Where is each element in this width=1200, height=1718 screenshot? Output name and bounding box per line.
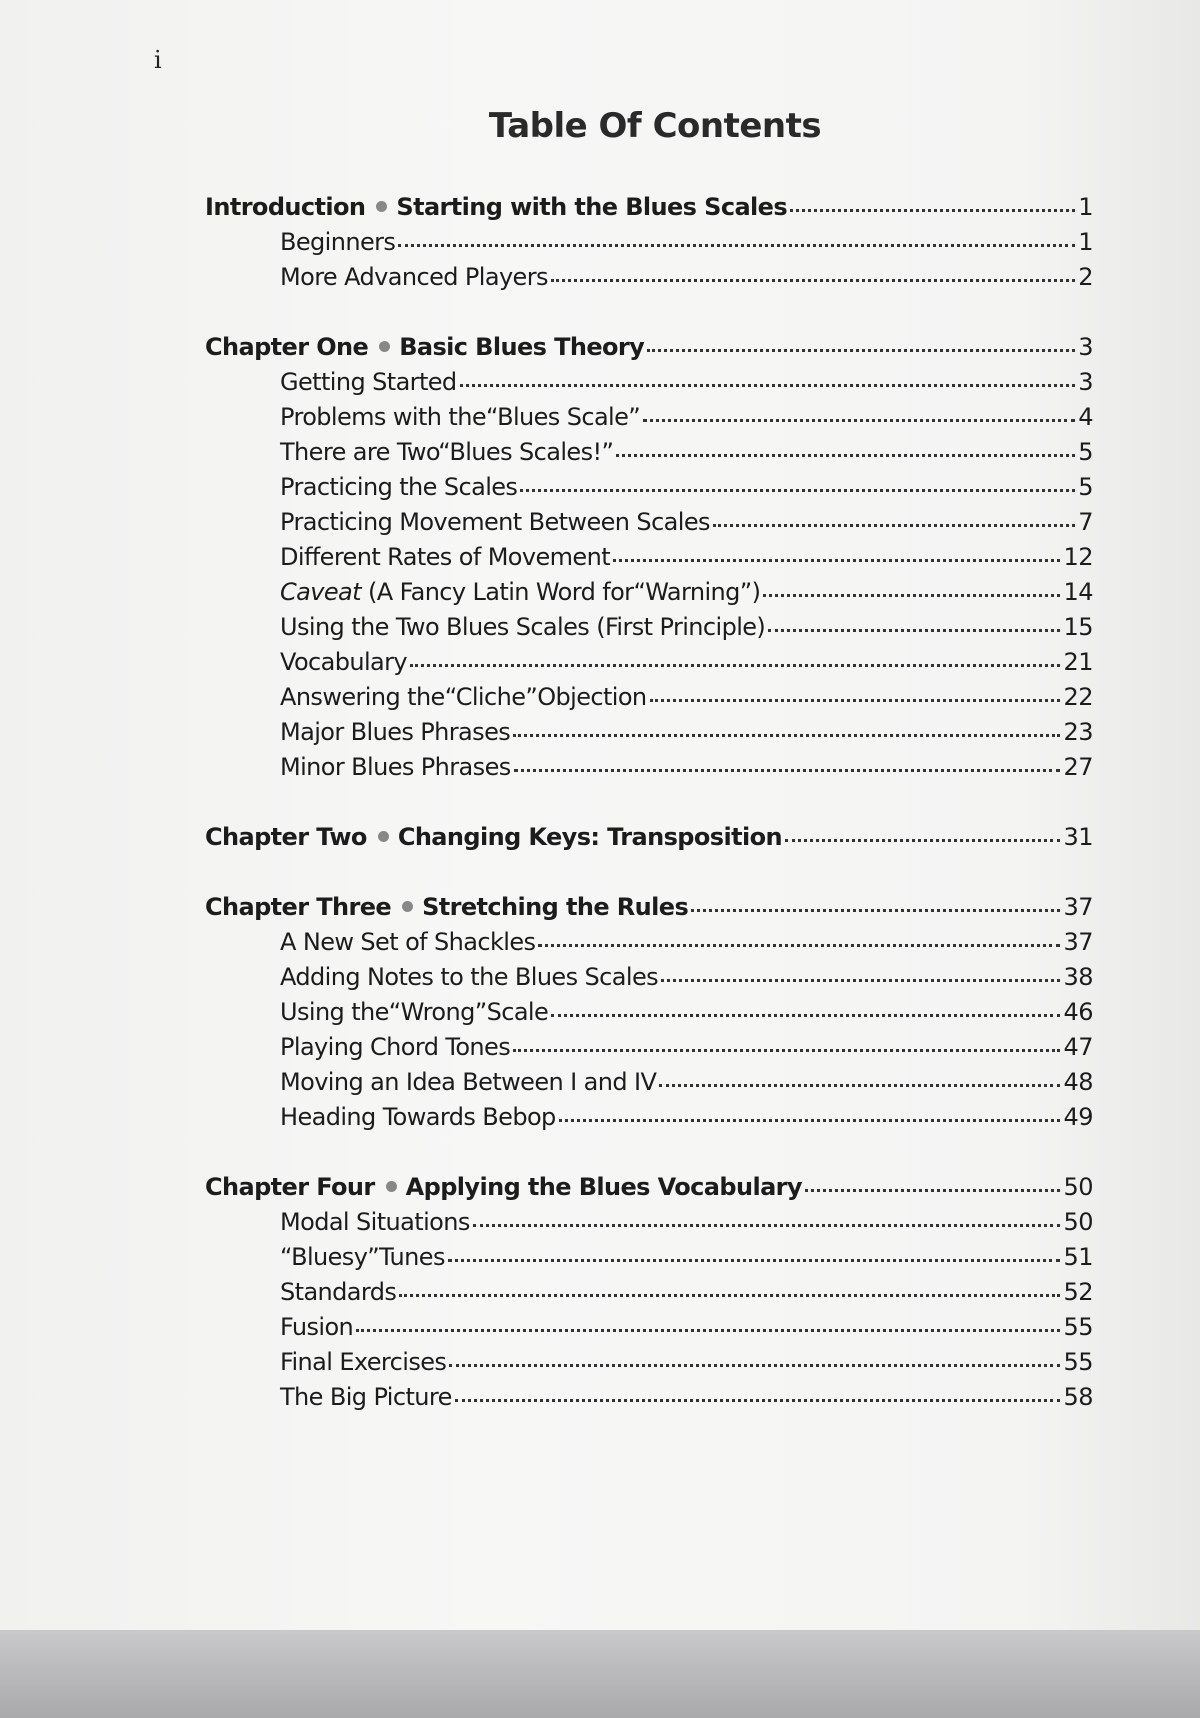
page-ref: 49 bbox=[1063, 1103, 1093, 1131]
dot-leader bbox=[460, 384, 1076, 387]
dot-leader bbox=[448, 1259, 1061, 1262]
page-ref: 50 bbox=[1063, 1173, 1093, 1201]
chapter-subtitle: Starting with the Blues Scales bbox=[396, 193, 788, 221]
dot-leader bbox=[643, 419, 1075, 422]
section-title bbox=[280, 505, 710, 540]
toc-chapter-entry bbox=[205, 820, 1093, 855]
page-ref: 2 bbox=[1078, 263, 1093, 291]
section-title bbox=[280, 365, 457, 400]
dot-leader bbox=[398, 244, 1075, 247]
dot-leader bbox=[455, 1399, 1061, 1402]
section-label: Using the Two Blues Scales (First Principle) bbox=[280, 613, 766, 641]
section-title bbox=[280, 540, 610, 575]
dot-leader bbox=[410, 664, 1060, 667]
dot-leader bbox=[513, 1049, 1060, 1052]
section-title bbox=[280, 645, 407, 680]
toc-section-entry bbox=[205, 1100, 1093, 1135]
dot-leader bbox=[785, 839, 1061, 842]
section-label: Playing Chord Tones bbox=[280, 1033, 511, 1061]
dot-leader bbox=[551, 279, 1075, 282]
section-title bbox=[280, 995, 548, 1030]
section-title bbox=[280, 715, 510, 750]
page-ref: 31 bbox=[1063, 823, 1093, 851]
toc-section-entry bbox=[205, 365, 1093, 400]
section-label: Beginners bbox=[280, 228, 396, 256]
section-title bbox=[280, 1100, 556, 1135]
page-ref: 22 bbox=[1063, 683, 1093, 711]
section-label: Moving an Idea Between I and IV bbox=[280, 1068, 657, 1096]
chapter-label: Chapter Two bbox=[205, 823, 367, 851]
dot-leader bbox=[514, 769, 1061, 772]
section-label: Problems with the“Blues Scale” bbox=[280, 403, 641, 431]
page-ref: 1 bbox=[1078, 228, 1093, 256]
section-label: Practicing the Scales bbox=[280, 473, 518, 501]
page-ref: 23 bbox=[1063, 718, 1093, 746]
section-title-italic: Caveat bbox=[280, 578, 361, 606]
dot-leader bbox=[650, 699, 1061, 702]
page-ref: 48 bbox=[1063, 1068, 1093, 1096]
bullet-icon bbox=[386, 1181, 397, 1192]
dot-leader bbox=[538, 944, 1060, 947]
page-ref: 12 bbox=[1063, 543, 1093, 571]
dot-leader bbox=[805, 1189, 1060, 1192]
chapter-label: Introduction bbox=[205, 193, 366, 221]
page-ref: 38 bbox=[1063, 963, 1093, 991]
page-ref: 27 bbox=[1063, 753, 1093, 781]
toc-section-entry bbox=[205, 225, 1093, 260]
section-title bbox=[280, 1205, 470, 1240]
section-label: Major Blues Phrases bbox=[280, 718, 511, 746]
chapter-label: Chapter Four bbox=[205, 1173, 375, 1201]
toc-section-entry bbox=[205, 960, 1093, 995]
toc-chapter-entry bbox=[205, 1170, 1093, 1205]
page-ref: 1 bbox=[1078, 193, 1093, 221]
chapter-subtitle: Changing Keys: Transposition bbox=[397, 823, 782, 851]
chapter-subtitle: Stretching the Rules bbox=[422, 893, 689, 921]
toc-chapter-entry bbox=[205, 890, 1093, 925]
page-number: i bbox=[154, 46, 162, 74]
page-ref: 15 bbox=[1063, 613, 1093, 641]
page-ref: 55 bbox=[1063, 1348, 1093, 1376]
section-title bbox=[280, 470, 517, 505]
toc-section-entry bbox=[205, 1240, 1093, 1275]
toc-section-entry bbox=[205, 1275, 1093, 1310]
dot-leader bbox=[647, 349, 1075, 352]
section-label: Getting Started bbox=[280, 368, 457, 396]
page-ref: 46 bbox=[1063, 998, 1093, 1026]
scanner-shadow bbox=[0, 1630, 1200, 1718]
page-ref: 21 bbox=[1063, 648, 1093, 676]
chapter-title bbox=[205, 190, 787, 225]
toc-section-entry bbox=[205, 925, 1093, 960]
toc-section-entry bbox=[205, 470, 1093, 505]
toc-section-entry bbox=[205, 715, 1093, 750]
toc-section-entry bbox=[205, 540, 1093, 575]
section-title bbox=[280, 1275, 396, 1310]
toc-section-entry bbox=[205, 505, 1093, 540]
toc-section-entry bbox=[205, 1310, 1093, 1345]
toc-section-entry bbox=[205, 1380, 1093, 1415]
section-label: Different Rates of Movement bbox=[280, 543, 611, 571]
toc-section-entry bbox=[205, 680, 1093, 715]
dot-leader bbox=[513, 734, 1060, 737]
section-title bbox=[280, 1310, 353, 1345]
section-label: Practicing Movement Between Scales bbox=[280, 508, 710, 536]
section-label: Adding Notes to the Blues Scales bbox=[280, 963, 659, 991]
section-label: Standards bbox=[280, 1278, 397, 1306]
page-ref: 37 bbox=[1063, 893, 1093, 921]
chapter-title bbox=[205, 330, 644, 365]
dot-leader bbox=[551, 1014, 1060, 1017]
page-ref: 5 bbox=[1078, 438, 1093, 466]
section-label: A New Set of Shackles bbox=[280, 928, 536, 956]
toc-section-entry bbox=[205, 260, 1093, 295]
section-label: (A Fancy Latin Word for“Warning”) bbox=[360, 578, 761, 606]
bullet-icon bbox=[379, 341, 390, 352]
section-title bbox=[280, 610, 765, 645]
page-ref: 14 bbox=[1063, 578, 1093, 606]
section-label: Minor Blues Phrases bbox=[280, 753, 511, 781]
page-ref: 50 bbox=[1063, 1208, 1093, 1236]
chapter-subtitle: Applying the Blues Vocabulary bbox=[405, 1173, 802, 1201]
dot-leader bbox=[763, 594, 1060, 597]
section-title bbox=[280, 1030, 510, 1065]
bullet-icon bbox=[378, 831, 389, 842]
section-label: Vocabulary bbox=[280, 648, 408, 676]
section-title bbox=[280, 960, 658, 995]
page-ref: 4 bbox=[1078, 403, 1093, 431]
page-ref: 52 bbox=[1063, 1278, 1093, 1306]
toc-section-entry bbox=[205, 575, 1093, 610]
section-label: The Big Picture bbox=[280, 1383, 452, 1411]
section-title bbox=[280, 260, 548, 295]
dot-leader bbox=[661, 979, 1060, 982]
toc-chapter-entry bbox=[205, 330, 1093, 365]
page-ref: 5 bbox=[1078, 473, 1093, 501]
toc-section-entry bbox=[205, 1065, 1093, 1100]
chapter-subtitle: Basic Blues Theory bbox=[399, 333, 645, 361]
chapter-title bbox=[205, 820, 782, 855]
section-label: Heading Towards Bebop bbox=[280, 1103, 556, 1131]
section-label: “Bluesy”Tunes bbox=[280, 1243, 445, 1271]
page-ref: 58 bbox=[1063, 1383, 1093, 1411]
page-ref: 3 bbox=[1078, 333, 1093, 361]
section-label: Answering the“Cliche”Objection bbox=[280, 683, 647, 711]
section-title bbox=[280, 750, 511, 785]
dot-leader bbox=[356, 1329, 1060, 1332]
page-ref: 55 bbox=[1063, 1313, 1093, 1341]
toc-section-entry bbox=[205, 1030, 1093, 1065]
bullet-icon bbox=[376, 201, 387, 212]
section-label: Fusion bbox=[280, 1313, 354, 1341]
section-title bbox=[280, 1380, 452, 1415]
dot-leader bbox=[691, 909, 1060, 912]
dot-leader bbox=[559, 1119, 1061, 1122]
dot-leader bbox=[790, 209, 1075, 212]
dot-leader bbox=[768, 629, 1060, 632]
chapter-title bbox=[205, 1170, 802, 1205]
dot-leader bbox=[449, 1364, 1060, 1367]
section-label: Final Exercises bbox=[280, 1348, 447, 1376]
section-title bbox=[280, 400, 640, 435]
page-ref: 37 bbox=[1063, 928, 1093, 956]
dot-leader bbox=[613, 559, 1060, 562]
dot-leader bbox=[659, 1084, 1060, 1087]
page-ref: 3 bbox=[1078, 368, 1093, 396]
toc-section-entry bbox=[205, 750, 1093, 785]
toc-section-entry bbox=[205, 435, 1093, 470]
dot-leader bbox=[713, 524, 1075, 527]
section-title bbox=[280, 225, 395, 260]
toc-section-entry bbox=[205, 1345, 1093, 1380]
section-label: There are Two“Blues Scales!” bbox=[280, 438, 614, 466]
section-title bbox=[280, 1065, 656, 1100]
chapter-label: Chapter One bbox=[205, 333, 369, 361]
toc-section-entry bbox=[205, 400, 1093, 435]
toc-section-entry bbox=[205, 645, 1093, 680]
page-ref: 47 bbox=[1063, 1033, 1093, 1061]
page-title: Table Of Contents bbox=[488, 106, 822, 146]
section-title bbox=[280, 435, 613, 470]
section-title bbox=[280, 575, 760, 610]
chapter-label: Chapter Three bbox=[205, 893, 392, 921]
section-title bbox=[280, 1240, 445, 1275]
table-of-contents bbox=[205, 190, 1093, 1415]
toc-chapter-entry bbox=[205, 190, 1093, 225]
section-label: More Advanced Players bbox=[280, 263, 548, 291]
chapter-title bbox=[205, 890, 688, 925]
toc-section-entry bbox=[205, 995, 1093, 1030]
dot-leader bbox=[520, 489, 1075, 492]
section-title bbox=[280, 925, 535, 960]
bullet-icon bbox=[402, 901, 413, 912]
toc-section-entry bbox=[205, 1205, 1093, 1240]
dot-leader bbox=[616, 454, 1075, 457]
section-title bbox=[280, 1345, 446, 1380]
section-title bbox=[280, 680, 647, 715]
page-ref: 7 bbox=[1078, 508, 1093, 536]
section-label: Modal Situations bbox=[280, 1208, 470, 1236]
section-label: Using the“Wrong”Scale bbox=[280, 998, 549, 1026]
page-ref: 51 bbox=[1063, 1243, 1093, 1271]
dot-leader bbox=[399, 1294, 1060, 1297]
toc-section-entry bbox=[205, 610, 1093, 645]
dot-leader bbox=[473, 1224, 1061, 1227]
